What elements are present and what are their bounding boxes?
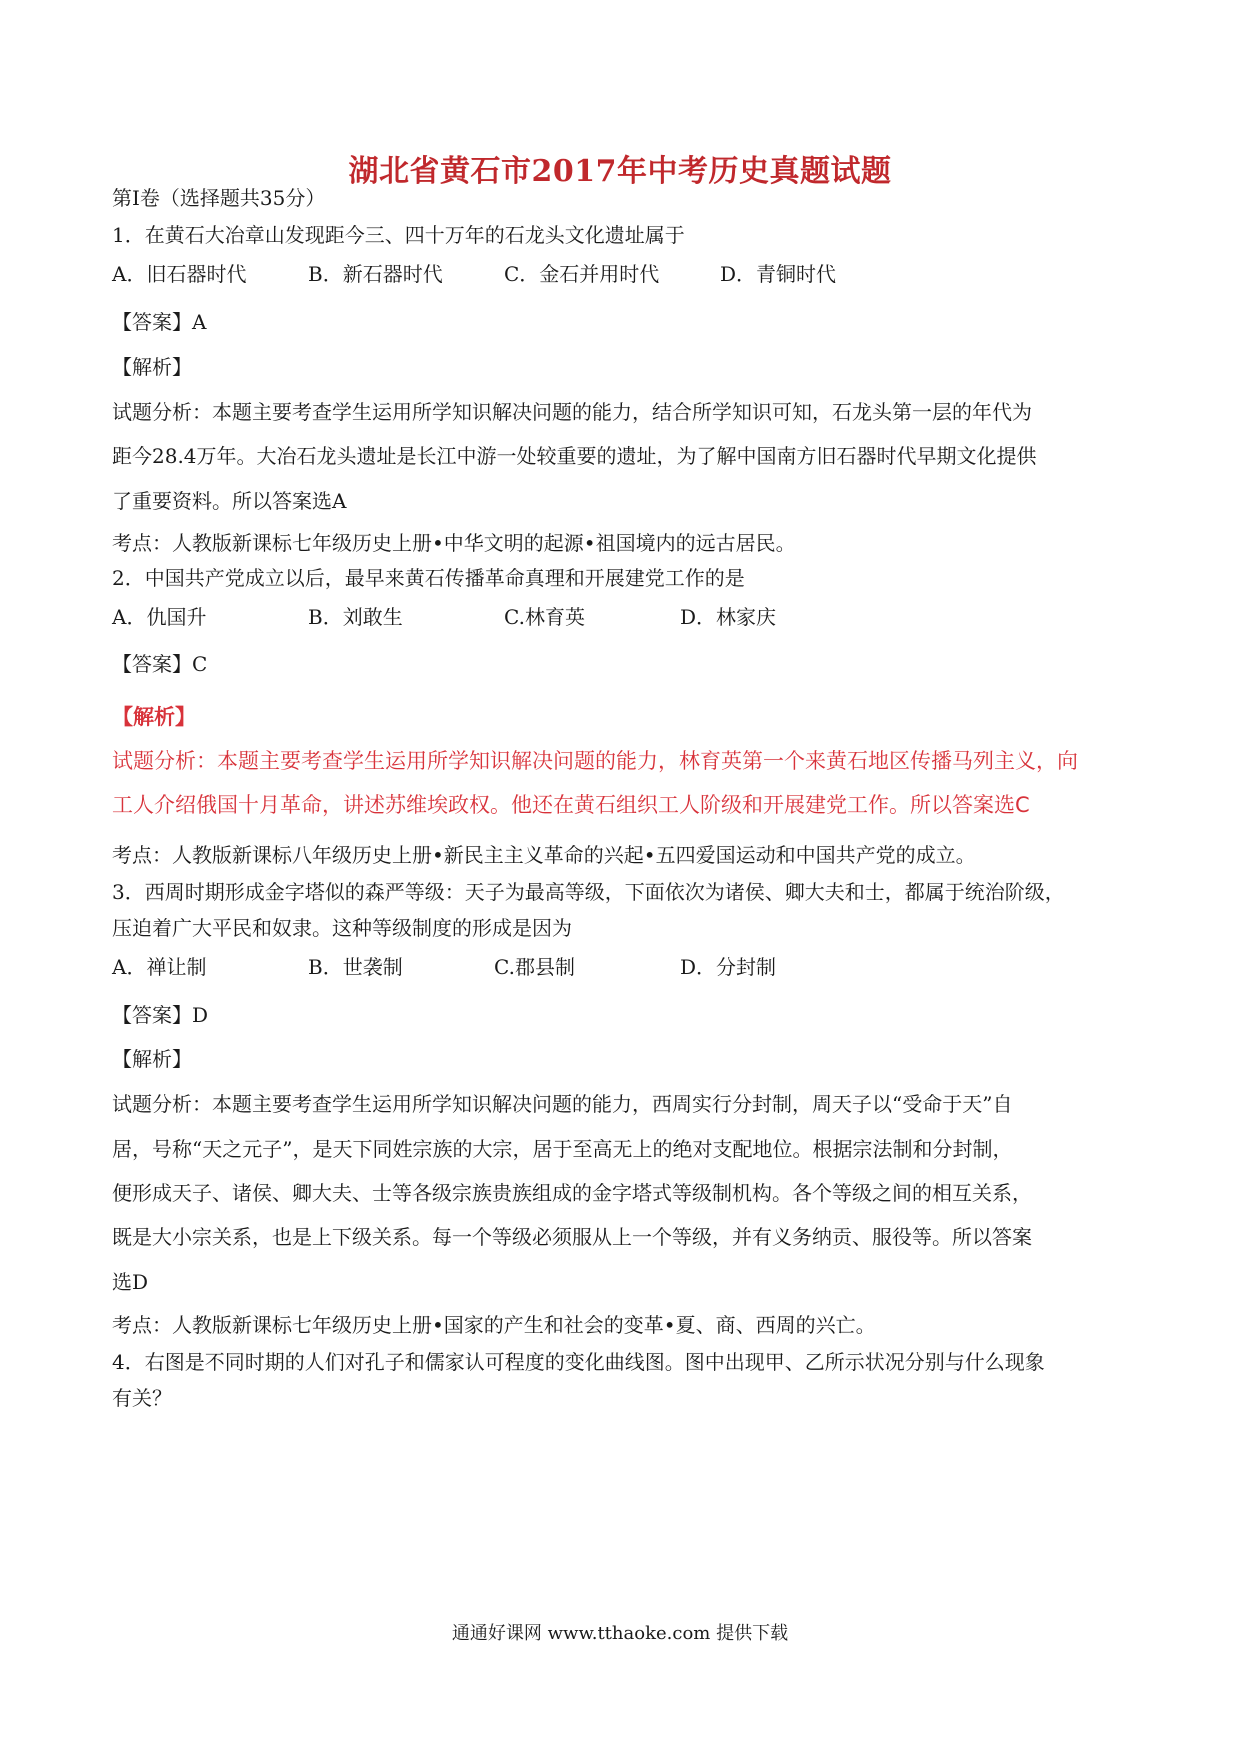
page-title: 湖北省黄石市2017年中考历史真题试题 bbox=[348, 154, 892, 189]
q3-analysis-line: 试题分析：本题主要考查学生运用所学知识解决问题的能力，西周实行分封制，周天子以“受命于天”自 bbox=[112, 1092, 1013, 1116]
q3-kaodian: 考点：人教版新课标七年级历史上册•国家的产生和社会的变革•夏、商、西周的兴亡。 bbox=[112, 1313, 876, 1337]
q3-answer: 【答案】D bbox=[112, 1003, 209, 1027]
q2-jiexi-heading: 【解析】 bbox=[112, 705, 196, 729]
q1-answer: 【答案】A bbox=[112, 310, 207, 334]
q1-kaodian: 考点：人教版新课标七年级历史上册•中华文明的起源•祖国境内的远古居民。 bbox=[112, 531, 796, 555]
q3-option-d: D．分封制 bbox=[680, 955, 777, 979]
q1-option-d: D．青铜时代 bbox=[720, 262, 837, 286]
q2-option-c: C.林育英 bbox=[504, 605, 585, 629]
q3-option-a: A．禅让制 bbox=[112, 955, 207, 979]
q3-stem-line: 3．西周时期形成金字塔似的森严等级：天子为最高等级，下面依次为诸侯、卿大夫和士，都属于统治阶级， bbox=[112, 880, 1065, 904]
q4-stem-line: 有关？ bbox=[112, 1386, 172, 1410]
q2-kaodian: 考点：人教版新课标八年级历史上册•新民主主义革命的兴起•五四爱国运动和中国共产党的成立。 bbox=[112, 843, 976, 867]
q1-option-b: B．新石器时代 bbox=[308, 262, 443, 286]
page-footer: 通通好课网 www.tthaoke.com 提供下载 bbox=[451, 1623, 789, 1644]
q1-option-c: C．金石并用时代 bbox=[504, 262, 660, 286]
q2-stem: 2．中国共产党成立以后，最早来黄石传播革命真理和开展建党工作的是 bbox=[112, 566, 745, 590]
q2-analysis-line: 工人介绍俄国十月革命，讲述苏维埃政权。他还在黄石组织工人阶级和开展建党工作。所以答案选C bbox=[112, 793, 1030, 817]
q1-analysis-line: 了重要资料。所以答案选A bbox=[112, 489, 347, 513]
section-header: 第Ⅰ卷（选择题共35分） bbox=[112, 186, 326, 210]
q3-stem-line: 压迫着广大平民和奴隶。这种等级制度的形成是因为 bbox=[112, 916, 572, 940]
q1-option-a: A．旧石器时代 bbox=[112, 262, 247, 286]
q3-option-b: B．世袭制 bbox=[308, 955, 403, 979]
q1-analysis-line: 距今28.4万年。大冶石龙头遗址是长江中游一处较重要的遗址，为了解中国南方旧石器时代早期文化提供 bbox=[112, 444, 1037, 468]
q3-analysis-line: 居，号称“天之元子”，是天下同姓宗族的大宗，居于至高无上的绝对支配地位。根据宗法制和分封制， bbox=[112, 1137, 1013, 1161]
q2-answer: 【答案】C bbox=[112, 652, 208, 676]
q1-stem: 1．在黄石大冶章山发现距今三、四十万年的石龙头文化遗址属于 bbox=[112, 223, 685, 247]
q3-analysis-line: 既是大小宗关系，也是上下级关系。每一个等级必须服从上一个等级，并有义务纳贡、服役等。所以答案 bbox=[112, 1225, 1032, 1249]
q3-option-c: C.郡县制 bbox=[494, 955, 575, 979]
q2-option-b: B．刘敢生 bbox=[308, 605, 403, 629]
q3-analysis-line: 便形成天子、诸侯、卿大夫、士等各级宗族贵族组成的金字塔式等级制机构。各个等级之间的相互关系， bbox=[112, 1181, 1032, 1205]
q4-stem-line: 4．右图是不同时期的人们对孔子和儒家认可程度的变化曲线图。图中出现甲、乙所示状况分别与什么现象 bbox=[112, 1350, 1045, 1374]
q2-analysis-line: 试题分析：本题主要考查学生运用所学知识解决问题的能力，林育英第一个来黄石地区传播马列主义，向 bbox=[112, 749, 1078, 773]
q3-analysis-line: 选D bbox=[112, 1270, 149, 1294]
q2-option-d: D．林家庆 bbox=[680, 605, 777, 629]
q1-analysis-line: 试题分析：本题主要考查学生运用所学知识解决问题的能力，结合所学知识可知，石龙头第一层的年代为 bbox=[112, 400, 1032, 424]
q1-jiexi-heading: 【解析】 bbox=[112, 355, 192, 379]
q2-option-a: A．仇国升 bbox=[112, 605, 207, 629]
q3-jiexi-heading: 【解析】 bbox=[112, 1047, 192, 1071]
